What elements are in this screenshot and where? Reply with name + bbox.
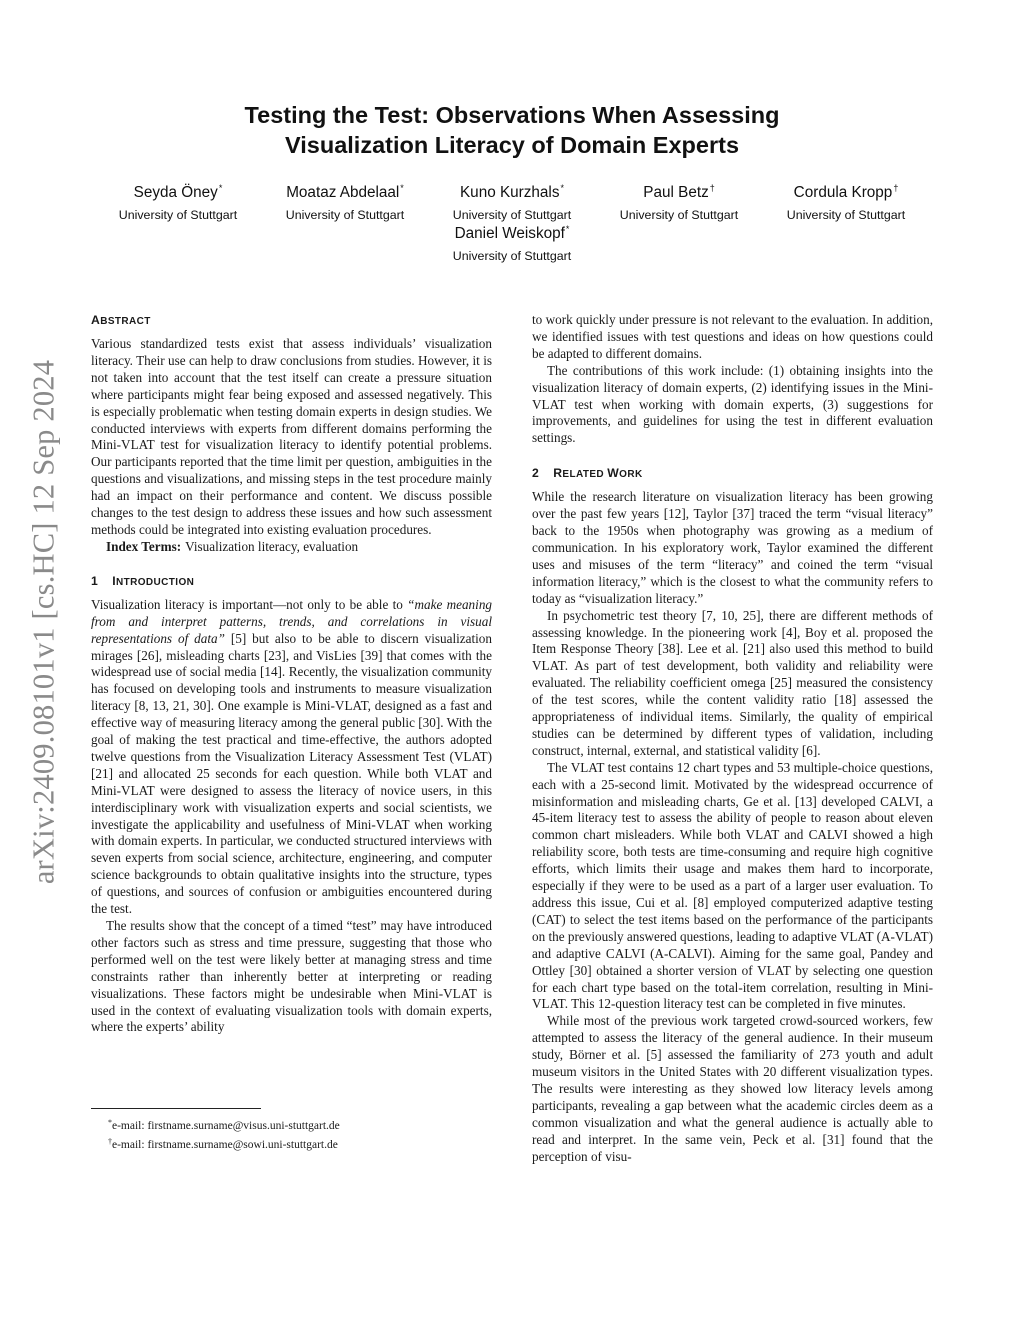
author-name: Paul Betz — [643, 184, 709, 201]
paper-title-line-2: Visualization Literacy of Domain Experts — [284, 132, 740, 158]
author-affiliation: University of Stuttgart — [452, 249, 572, 263]
related-work-paragraph: The VLAT test contains 12 chart types and 53 multiple-choice questions, each with a 25-second limit. Motivated by the widespread occurrence of misinformation and misleading charts, Ge et al. [13] developed CALVI, a 45-item literacy test to assess the ability of people to reason about eleven common chart misleaders. While both VLAT and CALVI showed a high reliability score, both tests are time-consuming and require high cognitive efforts, which limits their usage and makes them hard to incorporate, especially if they were to be used as a part of a larger user evaluation. To address this issue, Cui et al. [8] employed computerized adaptive testing (CAT) to select the test items based on the performance of the participants on the previously answered questions, leading to adaptive VLAT (A-VLAT) and adaptive CALVI (A-CALVI). Aiming for the same goal, Pandey and Ottley [30] obtained a shorter version of VLAT by selecting one question for each chart type based on the total-item correlation, resulting in Mini-VLAT. This 12-question literacy test can be completed in five minutes. — [532, 759, 933, 1012]
author-name: Cordula Kropp — [793, 184, 893, 201]
arxiv-stamp-text: arXiv:2409.08101v1 [cs.HC] 12 Sep 2024 — [26, 359, 61, 885]
footnote: †e-mail: firstname.surname@sowi.uni-stuttgart.de — [108, 1137, 338, 1151]
author-block — [746, 178, 946, 224]
author-block — [412, 219, 612, 265]
introduction-paragraph: The results show that the concept of a timed “test” may have introduced other factors such as stress and time pressure, suggesting that those who performed well on the test were likely better at managing stress and time constraints rather than inherently better at interpreting or reading visualizations. These factors might be undesirable when Mini-VLAT is used in the context of evaluating visualization tools with domain experts, where the experts’ ability — [91, 918, 492, 1035]
author-name: Moataz Abdelaal — [286, 184, 400, 201]
author-affiliation: University of Stuttgart — [285, 208, 405, 222]
index-terms — [91, 539, 492, 556]
related-work-paragraph: In psychometric test theory [7, 10, 25], there are different methods of assessing knowledge. In the pioneering work [4], Boy et al. proposed the Item Response Theory [38]. Lee et al. [21] also used this method to build VLAT. As part of test development, both validity and reliability were evaluated. The reliability coefficient omega [25] measured the consistency of the test scores, while the content validity ratio [18] assessed the appropriateness of individual items. Similarly, the quality of empirical studies can be determined by different types of validation, including construct, internal, external, and statistical validity [6]. — [532, 607, 933, 758]
author-name: Seyda Öney — [133, 184, 218, 201]
introduction-paragraph: to work quickly under pressure is not relevant to the evaluation. In addition, we identified issues with test questions and ideas on how questions could be adapted to different domains. — [532, 312, 933, 361]
abstract-text: Various standardized tests exist that assess individuals’ visualization literacy. Their use can help to draw conclusions from studies. However, it is not taken into account that the test itself can create a pressure situation where participants might fear being exposed and assessed negatively. This is especially problematic when testing domain experts in design studies. We conducted interviews with experts from different domains performing the Mini-VLAT test for visualization literacy to identify potential problems. Our participants reported that the time limit per question, ambiguities in the questions and visualizations, and missing steps in the test procedure mainly had an impact on their performance and content. We discuss possible changes to the test design to address these issues and how such assessment methods could be integrated into existing evaluation procedures. — [91, 336, 492, 537]
author-mark: * — [218, 183, 223, 193]
abstract-heading: ABSTRACT — [91, 313, 151, 327]
left-column — [91, 312, 492, 1036]
paper-title — [0, 100, 1024, 160]
author-affiliation: University of Stuttgart — [619, 208, 739, 222]
related-work-paragraph: While most of the previous work targeted crowd-sourced workers, few attempted to assess the literacy of the general audience. In their museum study, Börner et al. [5] assessed the familiarity of 273 youth and adult museum visitors in the United States with 20 different visualization types. The results were interesting as they showed low literacy levels among participants, revealing a gap between what the academic circles deem as a common visualization and what the general audience is actually able to read and interpret. In the same vein, Peck et al. [31] found that the perception of visu- — [532, 1013, 933, 1164]
author-affiliation: University of Stuttgart — [118, 208, 238, 222]
right-column — [532, 312, 933, 1166]
author-mark: * — [560, 183, 564, 193]
index-terms-label: Index Terms: — [106, 538, 182, 554]
author-mark: * — [400, 183, 404, 193]
index-terms-text: Visualization literacy, evaluation — [185, 538, 359, 554]
author-mark: * — [565, 224, 570, 234]
footnote: *e-mail: firstname.surname@visus.uni-stuttgart.de — [108, 1118, 340, 1132]
footnotes — [91, 1108, 492, 1153]
related-work-paragraph: While the research literature on visualization literacy has been growing over the past few years [12], Taylor [37] traced the term “visual literacy” back to the 1950s when photography was growing as a medium of communication. In his exploratory work, Taylor examined the different uses and misuses of the term “literacy” and coined the term “visual information literacy,” which is the closest to what the community refers to today as “visualization literacy.” — [532, 489, 933, 606]
author-mark: † — [893, 183, 899, 193]
author-affiliation: University of Stuttgart — [786, 208, 906, 222]
introduction-heading: 1 INTRODUCTION — [91, 573, 195, 588]
introduction-paragraph: Visualization literacy is important—not only to be able to “make meaning from and interpret patterns, trends, and correlations in visual representations of data” [5] but also to be able to discern visualization mirages [26], misleading charts [23], and VisLies [39] that comes with the widespread use of social media [14]. Recently, the visualization community has focused on developing tools and instruments to measure visualization literacy [8, 13, 21, 30]. One example is Mini-VLAT, designed as a fast and effective way of measuring literacy among the general public [30]. With the goal of making the test practical and time-effective, the authors adopted twelve questions from the Visualization Literacy Assessment Test (VLAT) [21] and allocated 25 seconds for each question. While both VLAT and Mini-VLAT were designed to assess the literacy of novice users, in this interdisciplinary work with visualization experts and social scientists, we investigate the applicability and usefulness of Mini-VLAT when working with domain experts. In particular, we conducted structured interviews with seven experts from social science, architecture, engineering, and computer science backgrounds to obtain qualitative insights into the structure, types of questions, and sources of confusion or ambiguities encountered during the test. — [91, 596, 493, 917]
introduction-paragraph: The contributions of this work include: (1) obtaining insights into the visualization literacy of domain experts, (2) identifying issues in the Mini-VLAT test when working with domain experts, (3) suggestions for improvements, and guidelines for using the test in different evaluation settings. — [532, 362, 933, 446]
author-name: Kuno Kurzhals — [459, 184, 560, 201]
related-work-heading: 2 RELATED WORK — [532, 466, 643, 481]
author-mark: † — [709, 183, 715, 193]
author-name: Daniel Weiskopf — [454, 225, 565, 242]
paper-title-line-1: Testing the Test: Observations When Assessing — [244, 102, 780, 128]
author-affiliation: University of Stuttgart — [452, 208, 572, 222]
footnote-rule — [91, 1108, 261, 1109]
